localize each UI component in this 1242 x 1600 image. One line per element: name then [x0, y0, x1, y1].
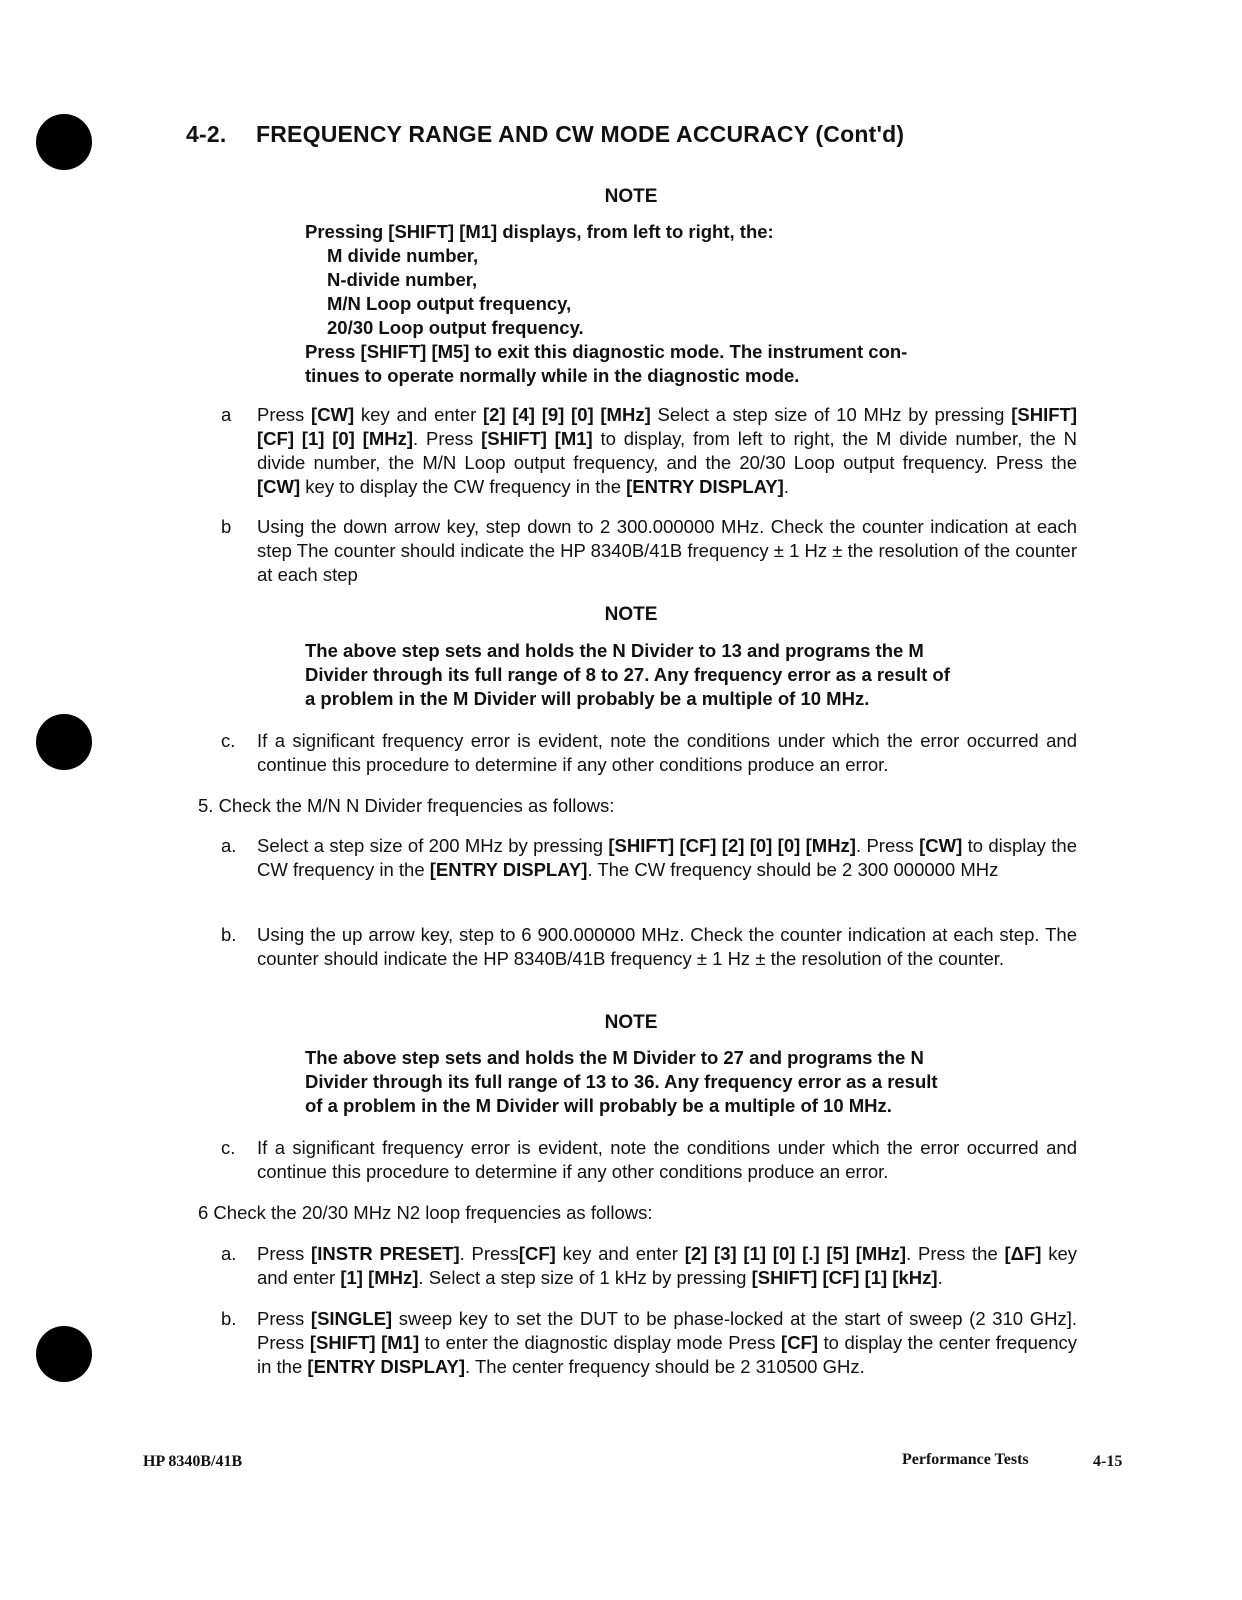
item-letter: c.: [221, 730, 236, 751]
procedure-item: [221, 1136, 1077, 1184]
text: If a significant frequency error is evident, note the conditions under which the error occurred and continue this procedure to determine if any other conditions produce an error.: [257, 730, 1077, 775]
key-name: [SHIFT] [CF] [2] [0] [0] [MHz]: [608, 835, 856, 856]
item-letter: c.: [221, 1137, 236, 1158]
key-name: [ENTRY DISPLAY]: [429, 859, 588, 880]
item-letter: a.: [221, 1243, 237, 1264]
procedure-item: [221, 515, 1077, 587]
note-line: tinues to operate normally while in the diagnostic mode.: [305, 365, 800, 386]
binder-hole-middle: [36, 714, 92, 770]
note-line: The above step sets and holds the M Divider to 27 and programs the N: [305, 1047, 924, 1068]
note-line: M/N Loop output frequency,: [327, 293, 572, 314]
procedure-step: 5. Check the M/N N Divider frequencies as follows:: [198, 795, 615, 816]
procedure-item: [221, 1307, 1077, 1379]
text: . The CW frequency should be 2 300 000000 MHz: [587, 859, 999, 880]
note-line: M divide number,: [327, 245, 479, 266]
text: Using the up arrow key, step to 6 900.000000 MHz. Check the counter indication at each step. The counter should indicate the HP 8340B/41B frequency ± 1 Hz ± the resolution of the counter.: [257, 924, 1077, 969]
key-name: [CW]: [311, 404, 355, 425]
key-name: [2] [3] [1] [0] [.] [5] [MHz]: [684, 1243, 907, 1264]
text: Press: [257, 1243, 312, 1264]
note-title: NOTE: [604, 604, 658, 625]
text: to display, from left to right, the M divide number, the N divide number, the M/N Loop output frequency, and the 20/30 Loop output frequency. Press the: [257, 428, 1077, 473]
text: . Press: [855, 835, 920, 856]
note-box-m-divider: [305, 1046, 1005, 1118]
section-heading: [186, 121, 904, 148]
text: . Press the: [906, 1243, 1005, 1264]
key-name: [CW]: [257, 476, 301, 497]
note-title: NOTE: [604, 186, 658, 207]
note-line: 20/30 Loop output frequency.: [327, 317, 584, 338]
text: .: [937, 1267, 943, 1288]
note-line: Press [SHIFT] [M5] to exit this diagnostic mode. The instrument con-: [305, 341, 908, 362]
text: . Select a step size of 1 kHz by pressing: [418, 1267, 752, 1288]
page-number: 4-15: [1093, 1453, 1123, 1470]
text: Press: [257, 404, 312, 425]
item-letter: b.: [221, 1308, 237, 1329]
note-line: The above step sets and holds the N Divider to 13 and programs the M: [305, 640, 924, 661]
key-name: [SHIFT] [CF] [1] [0] [MHz]: [257, 404, 1077, 449]
note-line: of a problem in the M Divider will probably be a multiple of 10 MHz.: [305, 1095, 892, 1116]
key-name: [SHIFT] [CF] [1] [kHz]: [751, 1267, 938, 1288]
procedure-item: [221, 1242, 1077, 1290]
text: key to display the CW frequency in the: [300, 476, 627, 497]
section-title: FREQUENCY RANGE AND CW MODE ACCURACY (Cont'd): [256, 121, 905, 147]
key-name: [ΔF]: [1004, 1243, 1042, 1264]
text: Using the down arrow key, step down to 2 300.000000 MHz. Check the counter indication at each step The counter should indicate the HP 8340B/41B frequency ± 1 Hz ± the resolution of the counter at each step: [257, 516, 1077, 585]
key-name: [SINGLE]: [310, 1308, 393, 1329]
section-number: 4-2.: [186, 121, 227, 147]
footer-section: Performance Tests: [902, 1451, 1029, 1468]
text: Press: [257, 1308, 311, 1329]
text: If a significant frequency error is evident, note the conditions under which the error occurred and continue this procedure to determine if any other conditions produce an error.: [257, 1137, 1077, 1182]
text: to display the center frequency in the: [257, 1332, 1077, 1377]
note-box-diagnostic: [305, 220, 1005, 388]
text: to enter the diagnostic display mode Press: [419, 1332, 782, 1353]
procedure-item: [221, 403, 1077, 499]
text: key and enter: [555, 1243, 685, 1264]
note-box-n-divider: [305, 639, 1005, 711]
item-letter: b.: [221, 924, 237, 945]
procedure-step: 6 Check the 20/30 MHz N2 loop frequencies as follows:: [198, 1202, 653, 1223]
note-line: Divider through its full range of 13 to 36. Any frequency error as a result: [305, 1071, 938, 1092]
key-name: [SHIFT] [M1]: [309, 1332, 420, 1353]
note-line: Divider through its full range of 8 to 27. Any frequency error as a result of: [305, 664, 950, 685]
key-name: [1] [MHz]: [340, 1267, 419, 1288]
text: .: [783, 476, 789, 497]
text: . Press: [459, 1243, 519, 1264]
text: Select a step size of 200 MHz by pressing: [257, 835, 609, 856]
key-name: [INSTR PRESET]: [311, 1243, 460, 1264]
text: . The center frequency should be 2 310500 GHz.: [465, 1356, 865, 1377]
note-line: a problem in the M Divider will probably be a multiple of 10 MHz.: [305, 688, 870, 709]
binder-hole-bottom: [36, 1326, 92, 1382]
text: Select a step size of 10 MHz by pressing: [650, 404, 1012, 425]
note-line: N-divide number,: [327, 269, 478, 290]
key-name: [CF]: [518, 1243, 556, 1264]
text: key and enter: [257, 1243, 1077, 1288]
procedure-item: [221, 834, 1077, 882]
key-name: [CW]: [919, 835, 963, 856]
text: to display the CW frequency in the: [257, 835, 1077, 880]
key-name: [ENTRY DISPLAY]: [626, 476, 784, 497]
key-name: [SHIFT] [M1]: [481, 428, 593, 449]
footer-model: HP 8340B/41B: [143, 1453, 243, 1470]
note-title: NOTE: [604, 1012, 658, 1033]
procedure-item: [221, 923, 1077, 971]
item-letter: a.: [221, 835, 237, 856]
text: . Press: [413, 428, 482, 449]
binder-hole-top: [36, 114, 92, 170]
item-letter: b: [221, 516, 232, 537]
procedure-item: [221, 729, 1077, 777]
item-letter: a: [221, 404, 232, 425]
key-name: [CF]: [781, 1332, 819, 1353]
text: key and enter: [354, 404, 483, 425]
key-name: [ENTRY DISPLAY]: [307, 1356, 466, 1377]
key-name: [2] [4] [9] [0] [MHz]: [482, 404, 651, 425]
text: sweep key to set the DUT to be phase-locked at the start of sweep (2 310 GHz]. Press: [257, 1308, 1077, 1353]
note-line: Pressing [SHIFT] [M1] displays, from left to right, the:: [305, 221, 774, 242]
